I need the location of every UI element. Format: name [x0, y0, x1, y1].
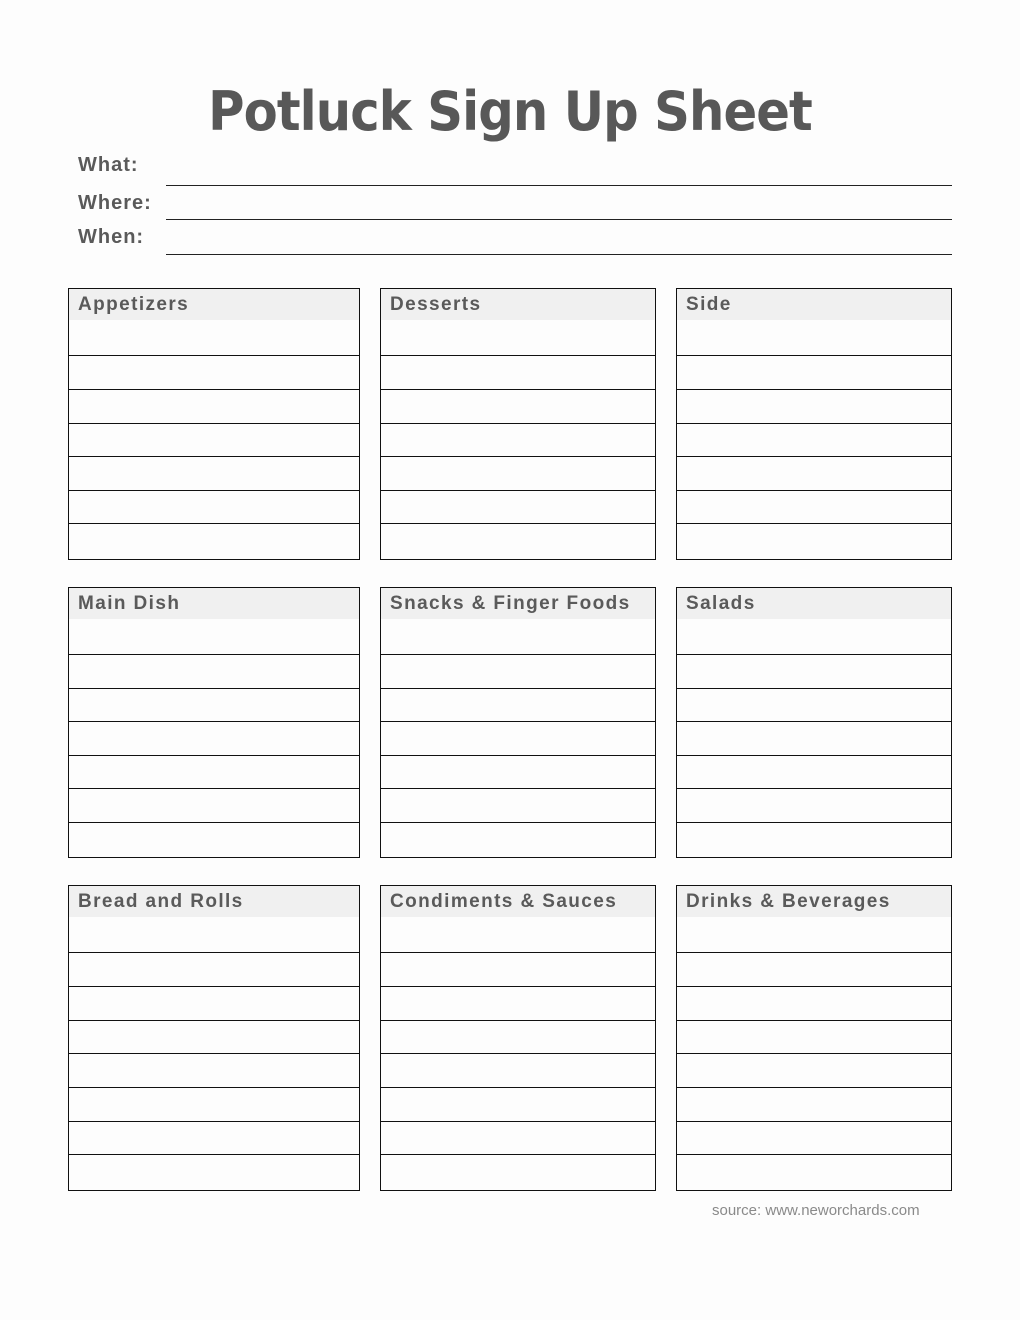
signup-row[interactable] [677, 524, 951, 558]
signup-row[interactable] [381, 689, 655, 723]
signup-row[interactable] [381, 987, 655, 1021]
signup-row[interactable] [69, 491, 359, 525]
signup-row[interactable] [381, 1088, 655, 1122]
signup-row[interactable] [69, 390, 359, 424]
signup-row[interactable] [69, 722, 359, 756]
category-box [380, 587, 656, 858]
category-title: Side [677, 289, 951, 320]
signup-row[interactable] [677, 1155, 951, 1189]
signup-row[interactable] [69, 823, 359, 857]
signup-row[interactable] [677, 1054, 951, 1088]
signup-row[interactable] [69, 356, 359, 390]
signup-row[interactable] [677, 655, 951, 689]
signup-row[interactable] [381, 320, 655, 356]
category-title: Bread and Rolls [69, 886, 359, 917]
signup-row[interactable] [677, 320, 951, 356]
signup-row[interactable] [381, 1122, 655, 1156]
signup-row[interactable] [677, 917, 951, 953]
category-title: Drinks & Beverages [677, 886, 951, 917]
signup-row[interactable] [381, 1155, 655, 1189]
signup-row[interactable] [69, 789, 359, 823]
signup-row[interactable] [677, 722, 951, 756]
signup-row[interactable] [677, 689, 951, 723]
signup-row[interactable] [69, 1088, 359, 1122]
signup-row[interactable] [69, 524, 359, 558]
category-box [68, 587, 360, 858]
signup-row[interactable] [381, 655, 655, 689]
category-box [676, 885, 952, 1191]
where-label: Where: [78, 192, 152, 214]
signup-row[interactable] [69, 1122, 359, 1156]
signup-row[interactable] [69, 457, 359, 491]
signup-row[interactable] [381, 823, 655, 857]
category-box [380, 288, 656, 560]
signup-row[interactable] [381, 457, 655, 491]
category-title: Snacks & Finger Foods [381, 588, 655, 619]
signup-row[interactable] [69, 320, 359, 356]
where-field[interactable] [166, 219, 952, 220]
signup-row[interactable] [677, 424, 951, 458]
signup-row[interactable] [69, 1155, 359, 1189]
category-box [676, 587, 952, 858]
what-field[interactable] [166, 185, 952, 186]
signup-row[interactable] [677, 619, 951, 655]
category-box [68, 288, 360, 560]
signup-row[interactable] [677, 491, 951, 525]
signup-row[interactable] [69, 424, 359, 458]
signup-row[interactable] [69, 987, 359, 1021]
what-label: What: [78, 154, 139, 176]
when-label: When: [78, 226, 145, 248]
category-box [380, 885, 656, 1191]
signup-row[interactable] [677, 356, 951, 390]
signup-row[interactable] [69, 953, 359, 987]
signup-row[interactable] [381, 524, 655, 558]
signup-row[interactable] [381, 917, 655, 953]
signup-row[interactable] [677, 789, 951, 823]
signup-row[interactable] [381, 722, 655, 756]
category-title: Condiments & Sauces [381, 886, 655, 917]
signup-row[interactable] [381, 619, 655, 655]
signup-row[interactable] [69, 655, 359, 689]
signup-row[interactable] [677, 953, 951, 987]
signup-row[interactable] [381, 356, 655, 390]
signup-row[interactable] [69, 689, 359, 723]
signup-row[interactable] [677, 1122, 951, 1156]
category-title: Desserts [381, 289, 655, 320]
signup-row[interactable] [381, 789, 655, 823]
signup-row[interactable] [677, 756, 951, 790]
signup-row[interactable] [381, 390, 655, 424]
signup-row[interactable] [381, 756, 655, 790]
signup-row[interactable] [381, 491, 655, 525]
page-title: Potluck Sign Up Sheet [208, 80, 812, 143]
category-title: Salads [677, 588, 951, 619]
signup-row[interactable] [69, 619, 359, 655]
source-credit: source: www.neworchards.com [712, 1202, 920, 1219]
signup-row[interactable] [677, 1088, 951, 1122]
signup-row[interactable] [381, 1021, 655, 1055]
category-title: Appetizers [69, 289, 359, 320]
signup-row[interactable] [677, 823, 951, 857]
signup-row[interactable] [677, 390, 951, 424]
signup-row[interactable] [677, 1021, 951, 1055]
signup-row[interactable] [69, 1021, 359, 1055]
category-title: Main Dish [69, 588, 359, 619]
signup-row[interactable] [69, 917, 359, 953]
signup-row[interactable] [677, 457, 951, 491]
signup-row[interactable] [381, 1054, 655, 1088]
signup-row[interactable] [69, 756, 359, 790]
category-box [68, 885, 360, 1191]
signup-row[interactable] [381, 953, 655, 987]
signup-row[interactable] [381, 424, 655, 458]
signup-row[interactable] [69, 1054, 359, 1088]
category-box [676, 288, 952, 560]
when-field[interactable] [166, 254, 952, 255]
signup-row[interactable] [677, 987, 951, 1021]
